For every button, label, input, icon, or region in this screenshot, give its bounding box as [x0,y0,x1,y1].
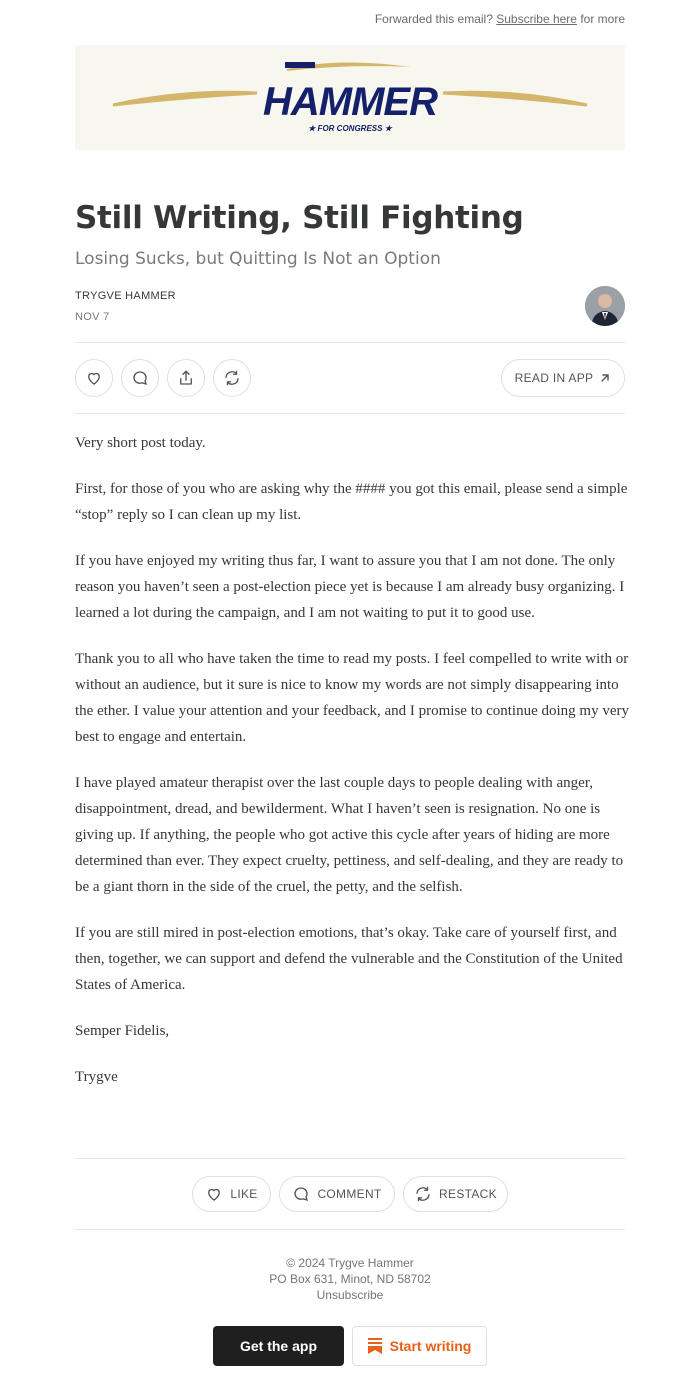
body-paragraph: If you have enjoyed my writing thus far, I want to assure you that I am not done. The only reason you haven’t seen a post-election piece yet is because I am already busy organizing. I learned a lot during the campaign, and I am not waiting to put it to good use. [75,553,625,621]
restack-label: RESTACK [439,1187,497,1201]
signature: Trygve [75,1069,118,1085]
start-writing-button[interactable] [352,1326,487,1366]
subscribe-link[interactable]: Subscribe here [496,12,577,26]
forward-prefix: Forwarded this email? [374,12,493,26]
arrow-up-right-icon [599,372,611,384]
body-paragraph: I have played amateur therapist over the last couple days to people dealing with anger, disappointment, dread, and bewilderment. What I haven’t seen is resignation. No one is giving up. If anything, the people who got active this cycle after years of hiding are more determined than ever. They expect cruelty, pettiness, and self-dealing, and they are ready to be a giant thorn in the side of the cruel, the petty, and the selfish. [75,775,624,895]
get-the-app-label: Get the app [239,1338,317,1354]
divider-actions [75,413,625,414]
heart-icon [85,369,103,387]
substack-logo-icon [368,1338,382,1354]
restack-icon [414,1185,432,1203]
restack-icon-button[interactable] [213,359,251,397]
post-body [75,430,630,1110]
body-paragraph: First, for those of you who are asking why the #### you got this email, please send a simple “stop” reply so I can clean up my list. [75,481,628,523]
author-name[interactable]: TRYGVE HAMMER [75,290,176,302]
comment-button[interactable] [279,1176,395,1212]
post-subtitle: Losing Sucks, but Quitting Is Not an Option [75,249,441,269]
share-icon-button[interactable] [167,359,205,397]
comment-label: COMMENT [317,1187,382,1201]
comment-icon [131,369,149,387]
start-writing-label: Start writing [389,1338,472,1354]
read-in-app-label: READ IN APP [514,371,594,385]
signoff: Semper Fidelis, [75,1023,170,1039]
author-avatar[interactable] [585,286,625,326]
divider-top [75,342,625,343]
read-in-app-button[interactable] [501,359,625,397]
restack-icon [223,369,241,387]
divider-engagement [75,1229,625,1230]
forward-suffix: for more [580,12,625,26]
share-icon [177,369,195,387]
unsubscribe-link[interactable]: Unsubscribe [316,1288,384,1302]
like-icon-button[interactable] [75,359,113,397]
like-button[interactable] [192,1176,271,1212]
campaign-logo [75,45,625,150]
heart-icon [205,1185,223,1203]
post-title: Still Writing, Still Fighting [75,200,524,236]
comment-icon [292,1185,310,1203]
like-label: LIKE [230,1187,258,1201]
forward-bar [375,12,625,26]
logo-text: HAMMER [263,80,437,124]
body-paragraph: If you are still mired in post-election emotions, that’s okay. Take care of yourself first, and then, together, we can support and defend the vulnerable and the Constitution of the United States of America. [75,925,623,993]
body-paragraph: Very short post today. [75,435,206,451]
footer-copyright: © 2024 Trygve Hammer [286,1256,414,1270]
divider-body-end [75,1158,625,1159]
restack-button[interactable] [403,1176,508,1212]
get-the-app-button[interactable] [213,1326,344,1366]
comment-icon-button[interactable] [121,359,159,397]
body-paragraph: Thank you to all who have taken the time to read my posts. I feel compelled to write with or without an audience, but it sure is nice to know my words are not simply disappearing into the ether. I value your attention and your feedback, and I promise to continue doing my very best to engage and entertain. [75,651,629,745]
footer-address: PO Box 631, Minot, ND 58702 [269,1272,431,1286]
post-date: NOV 7 [75,311,110,323]
header-banner [75,45,625,150]
logo-subtext: ★ FOR CONGRESS ★ [308,124,392,133]
